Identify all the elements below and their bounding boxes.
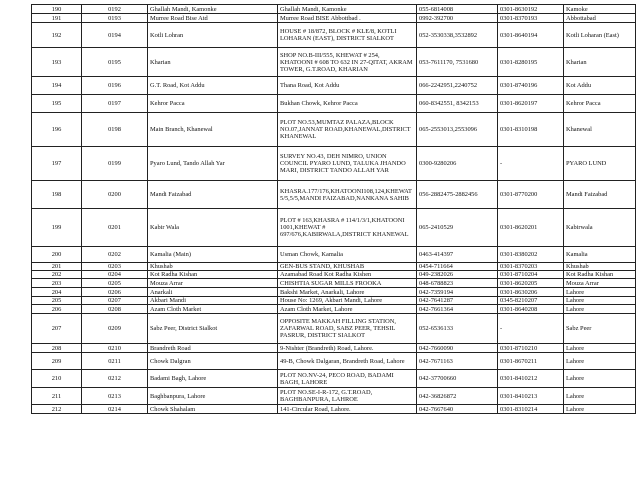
row-number-cell: 203: [32, 279, 82, 288]
branch-code-cell: 0206: [82, 288, 148, 297]
branch-name-cell: Kabir Wala: [148, 209, 278, 247]
city-cell: Mandi Faizabad: [564, 181, 636, 209]
branch-name-cell: Kamalia (Main): [148, 247, 278, 263]
branch-name-cell: Akbari Mandi: [148, 297, 278, 305]
mobile-cell: 0301-8370193: [498, 14, 564, 23]
table-body: [32, 5, 636, 414]
table-row: [32, 48, 636, 77]
city-cell: Mouza Arrar: [564, 279, 636, 288]
phone-cell: 042-7667640: [417, 405, 498, 414]
phone-cell: 042-36826872: [417, 388, 498, 405]
table-row: [32, 14, 636, 23]
city-cell: Kabirwala: [564, 209, 636, 247]
table-row: [32, 5, 636, 14]
address-cell: Azamabad Road Kot Radha Kishen: [278, 271, 417, 279]
phone-cell: 042-7660090: [417, 344, 498, 353]
phone-cell: 049-2382026: [417, 271, 498, 279]
address-cell: 49-B, Chowk Dalgaran, Brandreth Road, Lahore: [278, 353, 417, 370]
table-row: [32, 297, 636, 305]
branch-code-cell: 0214: [82, 405, 148, 414]
table-row: [32, 405, 636, 414]
address-cell: PLOT NO.53,MUMTAZ PALAZA,BLOCK NO.07,JANNAT ROAD,KHANEWAL,DISTRICT KHANEWAL: [278, 113, 417, 147]
mobile-cell: 0301-8710210: [498, 344, 564, 353]
city-cell: Lahore: [564, 405, 636, 414]
row-number-cell: 208: [32, 344, 82, 353]
branch-name-cell: Murree Road Bise Atd: [148, 14, 278, 23]
table-row: [32, 263, 636, 271]
row-number-cell: 204: [32, 288, 82, 297]
branch-code-cell: 0205: [82, 279, 148, 288]
phone-cell: 042-7671163: [417, 353, 498, 370]
mobile-cell: 0301-8770200: [498, 181, 564, 209]
table-row: [32, 288, 636, 297]
row-number-cell: 196: [32, 113, 82, 147]
phone-cell: 052-6536133: [417, 314, 498, 344]
phone-cell: 055-6814008: [417, 5, 498, 14]
city-cell: Lahore: [564, 288, 636, 297]
city-cell: Lahore: [564, 297, 636, 305]
branch-code-cell: 0196: [82, 77, 148, 95]
city-cell: Kotli Loharan (East): [564, 23, 636, 48]
city-cell: Kehror Pacca: [564, 95, 636, 113]
mobile-cell: 0301-8640208: [498, 305, 564, 314]
mobile-cell: 0301-8620201: [498, 209, 564, 247]
address-cell: Bukhan Chowk, Kehror Pacca: [278, 95, 417, 113]
branch-code-cell: 0213: [82, 388, 148, 405]
mobile-cell: 0301-8630206: [498, 288, 564, 297]
phone-cell: 060-8342551, 8342153: [417, 95, 498, 113]
branch-name-cell: G.T. Road, Kot Addu: [148, 77, 278, 95]
city-cell: Kharian: [564, 48, 636, 77]
address-cell: SHOP NO.B-III/555, KHEWAT # 254, KHATOONI # 608 TO 632 IN 27-QITAT, AKRAM TOWER, G.T.ROAD, KHARIAN: [278, 48, 417, 77]
phone-cell: 042-7359194: [417, 288, 498, 297]
mobile-cell: 0301-8310214: [498, 405, 564, 414]
phone-cell: 065-2553013,2553096: [417, 113, 498, 147]
mobile-cell: 0301-8710204: [498, 271, 564, 279]
row-number-cell: 193: [32, 48, 82, 77]
branch-code-cell: 0202: [82, 247, 148, 263]
branch-name-cell: Chowk Dalgran: [148, 353, 278, 370]
mobile-cell: 0301-8370203: [498, 263, 564, 271]
branch-code-cell: 0192: [82, 5, 148, 14]
phone-cell: 056-2882475-2882456: [417, 181, 498, 209]
branch-code-cell: 0203: [82, 263, 148, 271]
table-row: [32, 370, 636, 388]
table-row: [32, 95, 636, 113]
address-cell: CHISHTIA SUGAR MILLS FROOKA: [278, 279, 417, 288]
table-row: [32, 77, 636, 95]
branch-name-cell: Baghbanpura, Lahore: [148, 388, 278, 405]
mobile-cell: 0301-8630192: [498, 5, 564, 14]
row-number-cell: 198: [32, 181, 82, 209]
branch-name-cell: Badami Bagh, Lahore: [148, 370, 278, 388]
row-number-cell: 207: [32, 314, 82, 344]
branch-name-cell: Sabz Peer, District Sialkot: [148, 314, 278, 344]
mobile-cell: -: [498, 147, 564, 181]
city-cell: Khushab: [564, 263, 636, 271]
city-cell: Lahore: [564, 388, 636, 405]
branch-name-cell: Mouza Arrar: [148, 279, 278, 288]
phone-cell: 053-7611170, 7531680: [417, 48, 498, 77]
row-number-cell: 202: [32, 271, 82, 279]
address-cell: KHASRA.177/176,KHATOONI108,124,KHEWAT 5/5,5/5,MANDI FAIZABAD,NANKANA SAHIB: [278, 181, 417, 209]
city-cell: Abbottabad: [564, 14, 636, 23]
table-row: [32, 344, 636, 353]
branch-code-cell: 0199: [82, 147, 148, 181]
city-cell: Kamoke: [564, 5, 636, 14]
row-number-cell: 200: [32, 247, 82, 263]
mobile-cell: -: [498, 314, 564, 344]
address-cell: GEN-BUS STAND, KHUSHAB: [278, 263, 417, 271]
row-number-cell: 206: [32, 305, 82, 314]
branch-name-cell: Mandi Faizabad: [148, 181, 278, 209]
phone-cell: 042-7641287: [417, 297, 498, 305]
branch-code-cell: 0208: [82, 305, 148, 314]
branch-code-cell: 0195: [82, 48, 148, 77]
address-cell: 9-Nishter (Brandreth) Road, Lahore.: [278, 344, 417, 353]
city-cell: Kot Radha Kishan: [564, 271, 636, 279]
phone-cell: 0300-9280206: [417, 147, 498, 181]
branch-code-cell: 0200: [82, 181, 148, 209]
row-number-cell: 209: [32, 353, 82, 370]
city-cell: Lahore: [564, 305, 636, 314]
mobile-cell: 0301-8410213: [498, 388, 564, 405]
phone-cell: 0454-711664: [417, 263, 498, 271]
address-cell: HOUSE # 18/872, BLOCK # KLE/8, KOTLI LOHARAN (EAST), DISTRICT SIALKOT: [278, 23, 417, 48]
city-cell: Khanewal: [564, 113, 636, 147]
phone-cell: 052-3530338,3532892: [417, 23, 498, 48]
table-row: [32, 353, 636, 370]
address-cell: PLOT # 163,KHASRA # 114/1/3/1,KHATOONI 1001,KHEWAT # 697/676,KABIRWALA,DISTRICT KHANEWAL: [278, 209, 417, 247]
city-cell: PYARO LUND: [564, 147, 636, 181]
city-cell: Lahore: [564, 370, 636, 388]
table-row: [32, 271, 636, 279]
mobile-cell: 0301-8380202: [498, 247, 564, 263]
branch-code-cell: 0197: [82, 95, 148, 113]
mobile-cell: 0301-8280195: [498, 48, 564, 77]
address-cell: House No: 1269, Akbari Mandi, Lahore: [278, 297, 417, 305]
row-number-cell: 191: [32, 14, 82, 23]
branch-code-cell: 0210: [82, 344, 148, 353]
row-number-cell: 194: [32, 77, 82, 95]
row-number-cell: 192: [32, 23, 82, 48]
branch-code-cell: 0209: [82, 314, 148, 344]
mobile-cell: 0301-8410212: [498, 370, 564, 388]
branch-name-cell: Chowk Shahalam: [148, 405, 278, 414]
branch-name-cell: Azam Cloth Market: [148, 305, 278, 314]
branch-code-cell: 0212: [82, 370, 148, 388]
address-cell: Bakshi Market, Anarkali, Lahore: [278, 288, 417, 297]
table-row: [32, 181, 636, 209]
city-cell: Kamalia: [564, 247, 636, 263]
table-row: [32, 209, 636, 247]
address-cell: PLOT NO.SE-I-R-172, G.T.ROAD, BAGHBANPURA, LAHROE: [278, 388, 417, 405]
branch-name-cell: Pyaro Lund, Tando Allah Yar: [148, 147, 278, 181]
table-row: [32, 23, 636, 48]
row-number-cell: 212: [32, 405, 82, 414]
table-row: [32, 388, 636, 405]
branch-name-cell: Kharian: [148, 48, 278, 77]
address-cell: Murree Road BISE Abbottbad .: [278, 14, 417, 23]
branch-name-cell: Brandreth Road: [148, 344, 278, 353]
phone-cell: 042-7661364: [417, 305, 498, 314]
phone-cell: 042-37700660: [417, 370, 498, 388]
phone-cell: 048-6788823: [417, 279, 498, 288]
row-number-cell: 197: [32, 147, 82, 181]
branch-code-cell: 0194: [82, 23, 148, 48]
address-cell: PLOT NO.NV-24, PECO ROAD, BADAMI BAGH, LAHORE: [278, 370, 417, 388]
row-number-cell: 211: [32, 388, 82, 405]
address-cell: Thana Road, Kot Addu: [278, 77, 417, 95]
city-cell: Lahore: [564, 353, 636, 370]
branch-name-cell: Anarkali: [148, 288, 278, 297]
branch-code-cell: 0211: [82, 353, 148, 370]
mobile-cell: 0345-8210207: [498, 297, 564, 305]
mobile-cell: 0301-8310198: [498, 113, 564, 147]
table-row: [32, 314, 636, 344]
phone-cell: 0463-414397: [417, 247, 498, 263]
table-row: [32, 147, 636, 181]
row-number-cell: 199: [32, 209, 82, 247]
address-cell: Ghallah Mandi, Kamonke: [278, 5, 417, 14]
city-cell: Kot Addu: [564, 77, 636, 95]
branch-name-cell: Kotli Lohran: [148, 23, 278, 48]
branch-code-cell: 0193: [82, 14, 148, 23]
branch-table: [31, 4, 636, 414]
mobile-cell: 0301-8620197: [498, 95, 564, 113]
branch-name-cell: Kot Radha Kishan: [148, 271, 278, 279]
row-number-cell: 190: [32, 5, 82, 14]
branch-name-cell: Khushab: [148, 263, 278, 271]
table-row: [32, 305, 636, 314]
table-row: [32, 113, 636, 147]
row-number-cell: 201: [32, 263, 82, 271]
phone-cell: 0992-392700: [417, 14, 498, 23]
phone-cell: 065-2410529: [417, 209, 498, 247]
phone-cell: 066-2242951,2240752: [417, 77, 498, 95]
row-number-cell: 205: [32, 297, 82, 305]
row-number-cell: 210: [32, 370, 82, 388]
table-row: [32, 279, 636, 288]
table-row: [32, 247, 636, 263]
mobile-cell: 0301-8740196: [498, 77, 564, 95]
branch-code-cell: 0207: [82, 297, 148, 305]
address-cell: SURVEY NO.43, DEH NIMRO, UNION COUNCIL PYARO LUND, TALUKA JHANDO MARI, DISTRICT TANDO ALLAH YAR: [278, 147, 417, 181]
city-cell: Sabz Peer: [564, 314, 636, 344]
row-number-cell: 195: [32, 95, 82, 113]
mobile-cell: 0301-8620205: [498, 279, 564, 288]
branch-code-cell: 0204: [82, 271, 148, 279]
branch-code-cell: 0198: [82, 113, 148, 147]
branch-name-cell: Kehror Pacca: [148, 95, 278, 113]
branch-name-cell: Ghallah Mandi, Kamonke: [148, 5, 278, 14]
city-cell: Lahore: [564, 344, 636, 353]
address-cell: Azam Cloth Market, Lahore: [278, 305, 417, 314]
branch-code-cell: 0201: [82, 209, 148, 247]
address-cell: 141-Circular Road, Lahore.: [278, 405, 417, 414]
address-cell: Usman Chowk, Kamalia: [278, 247, 417, 263]
branch-name-cell: Main Branch, Khanewal: [148, 113, 278, 147]
mobile-cell: 0301-8670211: [498, 353, 564, 370]
mobile-cell: 0301-8640194: [498, 23, 564, 48]
address-cell: OPPOSITE MAKKAH FILLING STATION, ZAFARWAL ROAD, SABZ PEER, TEHSIL PASRUR, DISTRICT SIALKOT: [278, 314, 417, 344]
